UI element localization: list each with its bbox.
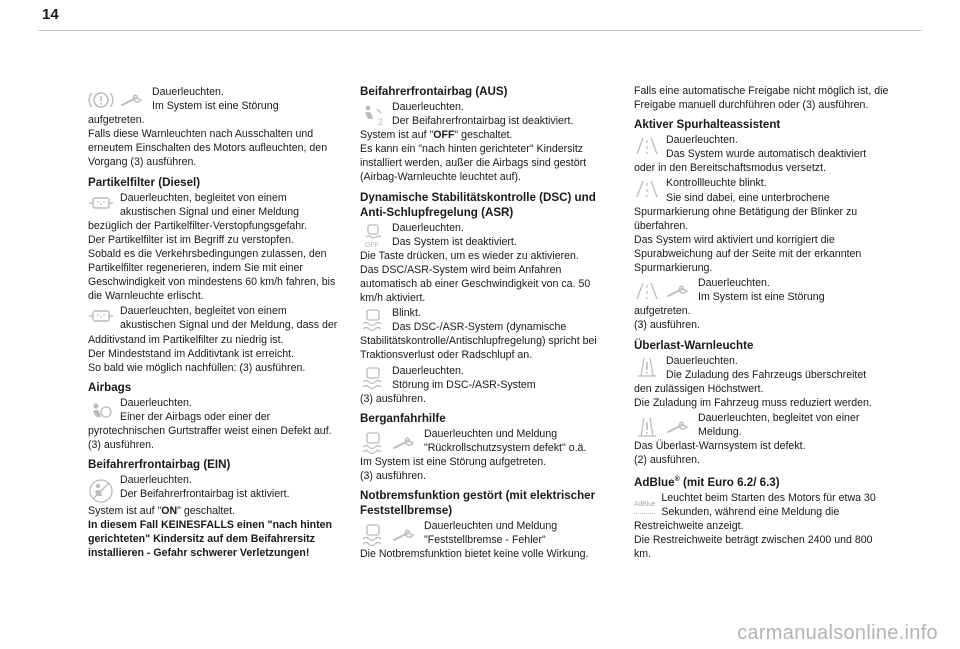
particle-text-2: Sobald es die Verkehrsbedingungen zulassen, den Partikelfilter regenerieren, indem Sie mit einer Geschwindigkeit von mindestens 60 km/h fahren, bis die Warnleuchte erlischt.: [88, 247, 336, 303]
particle-text-4: So bald wie möglich nachfüllen: (3) ausführen.: [88, 361, 306, 374]
wrench-icon: [392, 527, 418, 543]
overload-warning-icon: [634, 416, 660, 438]
airbag-on-block: [88, 473, 340, 504]
page-number: 14: [42, 6, 59, 23]
service-cont: aufgetreten.: [88, 114, 145, 127]
airbag-on-heading: Beifahrerfrontairbag (EIN): [88, 458, 231, 472]
adblue-icon: AdBlue: [634, 498, 655, 514]
airbag-off-heading: Beifahrerfrontairbag (AUS): [360, 85, 508, 98]
lane-cont-2: Spurmarkierung ohne Betätigung der Blinker zu überfahren.: [634, 205, 858, 232]
lane-assist-block-2: [634, 176, 890, 204]
overload-msg: Dauerleuchten, begleitet von einer Meldung.: [698, 411, 860, 438]
lane-assist-block-1: [634, 133, 890, 161]
service-line-1: Dauerleuchten.: [152, 86, 224, 98]
lane-blink-2: Sie sind dabei, eine unterbrochene: [666, 191, 830, 204]
dsc-off-block: [360, 221, 600, 249]
airbag-off-status: System ist auf "OFF" geschaltet.: [360, 129, 513, 142]
adblue-msg: Leuchtet beim Starten des Motors für etwa 30 Sekunden, während eine Meldung die: [661, 492, 876, 519]
lane-assist-heading: Aktiver Spurhalteassistent: [634, 118, 781, 132]
overload-block-2: [634, 411, 890, 439]
wrench-icon: [666, 419, 692, 435]
airbags-cont: pyrotechnischen Gurtstraffer weist einen Defekt auf.: [88, 424, 332, 437]
parking-brake-icon: [360, 524, 386, 546]
lane-cont-1: oder in den Bereitschaftsmodus versetzt.: [634, 162, 826, 175]
lane-assist-icon: [634, 281, 660, 301]
lane-text-2: (3) ausführen.: [634, 319, 700, 332]
airbag-off-block: [360, 100, 600, 128]
lane-line-2: Das System wurde automatisch deaktiviert: [666, 148, 867, 161]
overload-block-1: [634, 354, 890, 382]
hill-start-heading: Berganfahrhilfe: [360, 411, 446, 425]
overload-warning-icon: [634, 356, 660, 378]
stability-control-icon: [360, 367, 386, 389]
dsc-blink-cont: Stabilitätskontrolle/Antischlupfregelung) spricht bei Traktionsverlust oder Radschlupf an.: [360, 335, 597, 362]
airbag-on-line-2: Der Beifahrerfrontairbag ist aktiviert.: [120, 488, 290, 501]
emergency-brake-msg: Dauerleuchten und Meldung "Feststellbremse - Fehler": [424, 520, 558, 547]
particle-filter-icon: [88, 309, 114, 323]
lane-assist-block-3: [634, 276, 890, 304]
particle-text-3: Der Mindeststand im Additivtank ist erreicht.: [88, 347, 295, 360]
emergency-brake-text: Die Notbremsfunktion bietet keine volle Wirkung.: [360, 548, 589, 561]
airbags-text: (3) ausführen.: [88, 439, 154, 452]
column-1: [88, 84, 340, 561]
hill-start-assist-icon: [360, 432, 386, 454]
airbag-on-warning: In diesem Fall KEINESFALLS einen "nach hinten gerichteten" Kindersitz auf dem Beifahrersitz installieren - Gefahr schwerer Verletzungen!: [88, 519, 333, 560]
overload-line-2: Die Zuladung des Fahrzeugs überschreitet: [666, 368, 867, 381]
lane-assist-icon: [634, 179, 660, 199]
column-2: [360, 84, 600, 561]
particle-cont-2: Additivstand im Partikelfilter zu niedrig ist.: [88, 333, 284, 346]
particle-msg-1: Dauerleuchten, begleitet von einem akustischen Signal und einer Meldung: [120, 191, 300, 218]
particle-filter-icon: [88, 196, 114, 210]
overload-text-2: Das Überlast-Warnsystem ist defekt.: [634, 440, 806, 453]
header-rule: [38, 30, 922, 31]
service-text: Falls diese Warnleuchten nach Ausschalten und erneutem Einschalten des Motors aufleuchten, den Vorgang (3) ausführen.: [88, 128, 328, 169]
airbag-off-text: Es kann ein "nach hinten gerichteter" Kindersitz installiert werden, außer die Airbags sind gestört (Airbag-Warnleuchte leuchtet auf).: [360, 143, 587, 184]
svg-text:2: 2: [378, 117, 384, 127]
dsc-blink-block: [360, 306, 600, 334]
overload-cont: den zulässigen Höchstwert.: [634, 382, 764, 395]
dsc-text-3: (3) ausführen.: [360, 392, 426, 405]
lane-line-1: Dauerleuchten.: [666, 134, 738, 147]
stability-control-icon: [360, 309, 386, 331]
airbag-off-line-2: Der Beifahrerfrontairbag ist deaktiviert.: [392, 115, 574, 128]
overload-line-1: Dauerleuchten.: [666, 354, 738, 367]
particle-msg-2: Dauerleuchten, begleitet von einem akustischen Signal und der Meldung, dass der: [120, 305, 338, 332]
airbag-on-status: System ist auf "ON" geschaltet.: [88, 505, 236, 518]
stability-control-off-icon: [360, 223, 386, 249]
dsc-blink-line-1: Blinkt.: [392, 307, 421, 320]
overload-heading: Überlast-Warnleuchte: [634, 338, 754, 352]
adblue-cont: Restreichweite anzeigt.: [634, 520, 744, 533]
hill-start-msg: Dauerleuchten und Meldung "Rückrollschutzsystem defekt" o.ä.: [424, 427, 587, 454]
airbags-line-1: Dauerleuchten.: [120, 396, 192, 409]
service-warning-icon: [88, 90, 114, 110]
airbags-line-2: Einer der Airbags oder einer der: [120, 410, 271, 423]
dsc-fault-block: [360, 364, 600, 392]
airbags-block: [88, 396, 340, 424]
lane-assist-icon: [634, 136, 660, 156]
passenger-airbag-on-icon: [88, 478, 114, 504]
hill-start-text-2: (3) ausführen.: [360, 470, 426, 483]
airbags-heading: Airbags: [88, 380, 132, 394]
airbag-icon: [88, 401, 114, 423]
dsc-off-line-2: Das System ist deaktiviert.: [392, 235, 517, 248]
overload-text-1: Die Zuladung im Fahrzeug muss reduziert werden.: [634, 396, 872, 409]
overload-text-3: (2) ausführen.: [634, 454, 700, 467]
service-warning-block: [88, 85, 340, 113]
lane-fault-2: Im System ist eine Störung: [698, 291, 825, 304]
svg-text:OFF: OFF: [365, 241, 379, 249]
wrench-icon: [120, 92, 146, 108]
dsc-blink-line-2: Das DSC-/ASR-System (dynamische: [392, 321, 567, 334]
dsc-text-1: Die Taste drücken, um es wieder zu aktivieren.: [360, 249, 579, 262]
airbag-on-line-1: Dauerleuchten.: [120, 474, 192, 487]
lane-blink-1: Kontrollleuchte blinkt.: [666, 177, 767, 190]
adblue-text: Die Restreichweite beträgt zwischen 2400 und 800 km.: [634, 534, 873, 561]
emergency-brake-heading: Notbremsfunktion gestört (mit elektrischer Feststellbremse): [360, 489, 596, 518]
dsc-fault-line-2: Störung im DSC-/ASR-System: [392, 378, 536, 391]
particle-block-2: [88, 304, 340, 332]
dsc-off-line-1: Dauerleuchten.: [392, 221, 464, 234]
adblue-heading: AdBlue® (mit Euro 6.2/ 6.3): [634, 476, 780, 490]
service-line-2: Im System ist eine Störung: [152, 100, 279, 113]
hill-start-text-1: Im System ist eine Störung aufgetreten.: [360, 455, 547, 468]
lane-cont-3: aufgetreten.: [634, 305, 691, 318]
emergency-brake-block: [360, 519, 600, 547]
adblue-block: [634, 491, 890, 519]
particle-text-1: Der Partikelfilter ist im Begriff zu verstopfen.: [88, 233, 294, 246]
watermark: carmanualsonline.info: [737, 622, 938, 644]
release-intro: Falls eine automatische Freigabe nicht möglich ist, die Freigabe manuell durchführen oder (3) ausführen.: [634, 85, 889, 112]
dsc-text-2: Das DSC/ASR-System wird beim Anfahren automatisch ab einer Geschwindigkeit von ca. 50 km/h aktiviert.: [360, 263, 591, 305]
hill-start-block: [360, 427, 600, 455]
lane-text-1: Das System wird aktiviert und korrigiert die Spurabweichung auf der Seite mit der erkannten Spurmarkierung.: [634, 233, 862, 275]
particle-cont-1: bezüglich der Partikelfilter-Verstopfungsgefahr.: [88, 219, 308, 232]
particle-block-1: [88, 191, 340, 219]
wrench-icon: [392, 435, 418, 451]
particle-filter-heading: Partikelfilter (Diesel): [88, 175, 201, 189]
dsc-fault-line-1: Dauerleuchten.: [392, 364, 464, 377]
lane-fault-1: Dauerleuchten.: [698, 277, 770, 290]
column-3: [634, 84, 890, 562]
airbag-off-line-1: Dauerleuchten.: [392, 101, 464, 113]
dsc-heading: Dynamische Stabilitätskontrolle (DSC) und Anti-Schlupfregelung (ASR): [360, 190, 596, 219]
passenger-airbag-off-icon: [360, 103, 386, 127]
wrench-icon: [666, 283, 692, 299]
